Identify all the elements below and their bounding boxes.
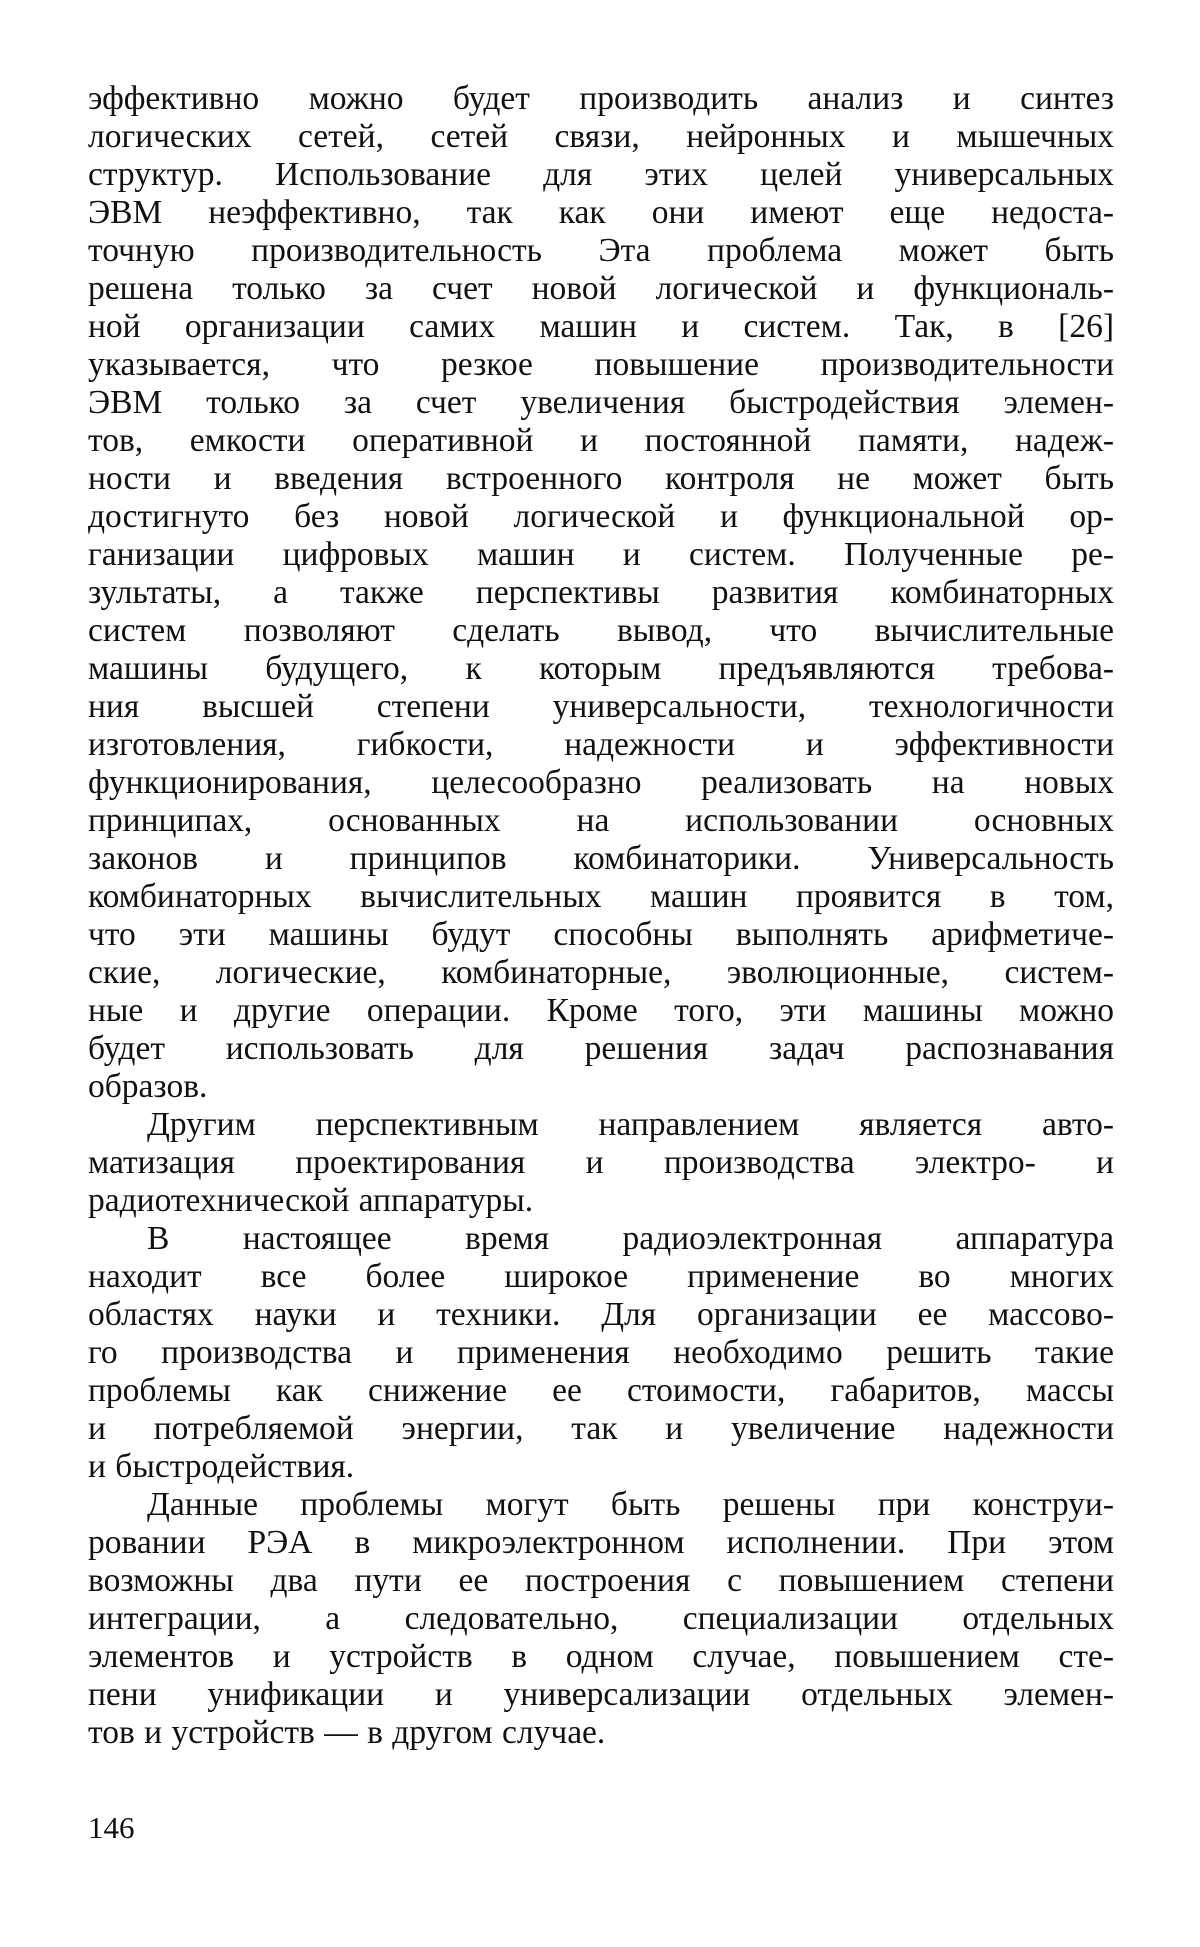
text-line: областях науки и техники. Для организации ее массово-	[88, 1296, 1114, 1333]
text-line: тов и устройств — в другом случае.	[88, 1714, 606, 1751]
text-line: матизация проектирования и производства электро- и	[88, 1144, 1114, 1181]
text-line: решена только за счет новой логической и функциональ-	[88, 270, 1114, 307]
text-line: ной организации самих машин и систем. Так, в [26]	[88, 308, 1114, 345]
text-line: возможны два пути ее построения с повышением степени	[88, 1562, 1114, 1599]
text-line: функционирования, целесообразно реализовать на новых	[88, 764, 1114, 801]
page-number: 146	[88, 1810, 135, 1845]
text-line: В настоящее время радиоэлектронная аппаратура	[147, 1220, 1114, 1257]
text-line: и быстродействия.	[88, 1448, 355, 1485]
text-line: образов.	[88, 1068, 208, 1105]
text-line: интеграции, а следовательно, специализации отдельных	[88, 1600, 1114, 1637]
text-line: достигнуто без новой логической и функциональной ор-	[88, 498, 1114, 535]
text-line: точную производительность Эта проблема может быть	[88, 232, 1114, 269]
text-line: эффективно можно будет производить анализ и синтез	[88, 80, 1114, 117]
text-line: элементов и устройств в одном случае, повышением сте-	[88, 1638, 1114, 1675]
text-line: находит все более широкое применение во многих	[88, 1258, 1114, 1295]
text-line: изготовления, гибкости, надежности и эффективности	[88, 726, 1114, 763]
text-line: зультаты, а также перспективы развития комбинаторных	[88, 574, 1114, 611]
text-line: Другим перспективным направлением является авто-	[147, 1106, 1114, 1143]
page-body	[88, 80, 1114, 1752]
text-line: что эти машины будут способны выполнять арифметиче-	[88, 916, 1114, 953]
text-line: ния высшей степени универсальности, технологичности	[88, 688, 1114, 725]
text-line: указывается, что резкое повышение производительности	[88, 346, 1114, 383]
text-line: пени унификации и универсализации отдельных элемен-	[88, 1676, 1114, 1713]
paragraph-1	[88, 80, 1114, 1106]
text-line: принципах, основанных на использовании основных	[88, 802, 1114, 839]
paragraph-3	[88, 1220, 1114, 1486]
text-line: комбинаторных вычислительных машин проявится в том,	[88, 878, 1114, 915]
text-line: ЭВМ неэффективно, так как они имеют еще недоста-	[88, 194, 1114, 231]
text-line: будет использовать для решения задач распознавания	[88, 1030, 1114, 1067]
text-line: ЭВМ только за счет увеличения быстродействия элемен-	[88, 384, 1114, 421]
text-line: ные и другие операции. Кроме того, эти машины можно	[88, 992, 1114, 1029]
text-line: ности и введения встроенного контроля не может быть	[88, 460, 1114, 497]
text-line: го производства и применения необходимо решить такие	[88, 1334, 1114, 1371]
text-line: Данные проблемы могут быть решены при конструи-	[147, 1486, 1114, 1523]
text-line: систем позволяют сделать вывод, что вычислительные	[88, 612, 1114, 649]
text-line: тов, емкости оперативной и постоянной памяти, надеж-	[88, 422, 1114, 459]
text-line: логических сетей, сетей связи, нейронных и мышечных	[88, 118, 1114, 155]
text-line: ровании РЭА в микроэлектронном исполнении. При этом	[88, 1524, 1114, 1561]
text-line: ские, логические, комбинаторные, эволюционные, систем-	[88, 954, 1114, 991]
paragraph-2	[88, 1106, 1114, 1220]
text-line: радиотехнической аппаратуры.	[88, 1182, 534, 1219]
text-line: законов и принципов комбинаторики. Универсальность	[88, 840, 1114, 877]
text-line: ганизации цифровых машин и систем. Полученные ре-	[88, 536, 1114, 573]
text-line: машины будущего, к которым предъявляются требова-	[88, 650, 1114, 687]
paragraph-4	[88, 1486, 1114, 1752]
text-line: структур. Использование для этих целей универсальных	[88, 156, 1114, 193]
text-line: и потребляемой энергии, так и увеличение надежности	[88, 1410, 1114, 1447]
text-line: проблемы как снижение ее стоимости, габаритов, массы	[88, 1372, 1114, 1409]
